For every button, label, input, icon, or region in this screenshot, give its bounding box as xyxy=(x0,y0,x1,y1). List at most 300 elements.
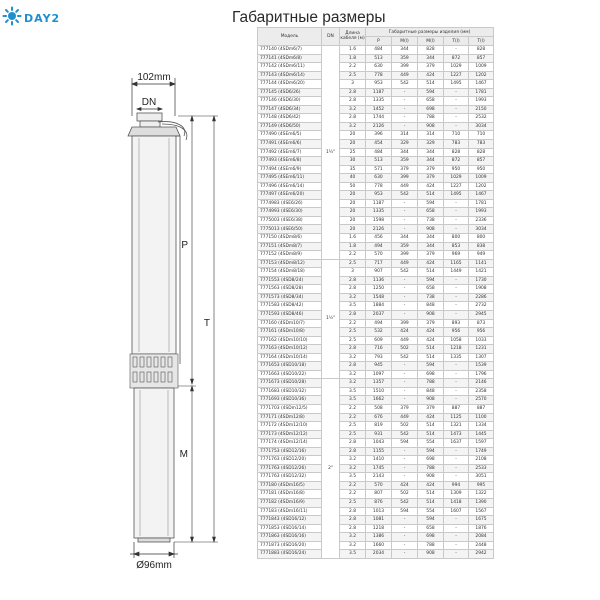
value-cell: - xyxy=(392,208,418,217)
table-row xyxy=(258,541,494,550)
value-cell: 1309 xyxy=(444,490,469,499)
value-cell: 2732 xyxy=(469,302,494,311)
value-cell: 788 xyxy=(418,379,444,388)
value-cell: 857 xyxy=(469,157,494,166)
table-row xyxy=(258,157,494,166)
value-cell: 630 xyxy=(366,63,392,72)
value-cell: 484 xyxy=(366,46,392,55)
value-cell: 20 xyxy=(340,216,366,225)
value-cell: 1322 xyxy=(469,490,494,499)
value-cell: 20 xyxy=(340,225,366,234)
value-cell: 1.8 xyxy=(340,54,366,63)
value-cell: 853 xyxy=(444,242,469,251)
value-cell: 3.2 xyxy=(340,379,366,388)
value-cell: - xyxy=(392,362,418,371)
height-dimensions xyxy=(174,116,218,542)
value-cell: 514 xyxy=(418,422,444,431)
value-cell: 314 xyxy=(418,131,444,140)
value-cell: 800 xyxy=(444,234,469,243)
model-cell: 777148 (4SD6/42) xyxy=(258,114,322,123)
value-cell: 2.8 xyxy=(340,439,366,448)
value-cell: 738 xyxy=(418,216,444,225)
value-cell: 594 xyxy=(418,199,444,208)
value-cell: 399 xyxy=(392,319,418,328)
value-cell: 2533 xyxy=(469,464,494,473)
value-cell: 872 xyxy=(444,157,469,166)
value-cell: 1660 xyxy=(366,541,392,550)
value-cell: 2150 xyxy=(469,105,494,114)
table-row xyxy=(258,370,494,379)
model-cell: 7771673 (4SD10/28) xyxy=(258,379,322,388)
value-cell: 2.2 xyxy=(340,490,366,499)
value-cell: 1136 xyxy=(366,276,392,285)
model-cell: 7771843 (4SD16/12) xyxy=(258,516,322,525)
value-cell: 449 xyxy=(392,182,418,191)
value-cell: - xyxy=(444,216,469,225)
value-cell: 344 xyxy=(392,148,418,157)
value-cell: 710 xyxy=(444,131,469,140)
value-cell: 344 xyxy=(392,46,418,55)
table-row xyxy=(258,225,494,234)
value-cell: 1796 xyxy=(469,370,494,379)
value-cell: 1908 xyxy=(469,285,494,294)
table-row xyxy=(258,498,494,507)
table-row xyxy=(258,285,494,294)
value-cell: 494 xyxy=(366,319,392,328)
value-cell: 542 xyxy=(392,430,418,439)
value-cell: 1452 xyxy=(366,105,392,114)
model-cell: 777491 (4SEm6/6) xyxy=(258,140,322,149)
model-cell: 777152 (4SDm8/9) xyxy=(258,251,322,260)
value-cell: 542 xyxy=(392,191,418,200)
value-cell: 953 xyxy=(366,80,392,89)
value-cell: 502 xyxy=(392,422,418,431)
table-row xyxy=(258,242,494,251)
header-dimensions: Габаритные размеры изделия (мм) xyxy=(366,28,494,37)
value-cell: 3034 xyxy=(469,225,494,234)
value-cell: 424 xyxy=(418,336,444,345)
value-cell: 1081 xyxy=(366,516,392,525)
value-cell: 424 xyxy=(418,259,444,268)
logo-mark-icon xyxy=(2,6,22,26)
model-cell: 777163 (4SDm10/12) xyxy=(258,345,322,354)
value-cell: - xyxy=(444,516,469,525)
value-cell: 788 xyxy=(418,114,444,123)
value-cell: - xyxy=(444,473,469,482)
m-dimension-label: M xyxy=(179,449,188,460)
table-row xyxy=(258,413,494,422)
value-cell: - xyxy=(444,310,469,319)
value-cell: 1009 xyxy=(469,174,494,183)
model-cell: 777497 (4SEm6/20) xyxy=(258,191,322,200)
value-cell: 738 xyxy=(418,293,444,302)
value-cell: 379 xyxy=(392,165,418,174)
value-cell: 594 xyxy=(392,439,418,448)
value-cell: 710 xyxy=(469,131,494,140)
value-cell: 344 xyxy=(418,148,444,157)
value-cell: - xyxy=(392,396,418,405)
value-cell: 995 xyxy=(469,481,494,490)
value-cell: 908 xyxy=(418,310,444,319)
value-cell: 2.8 xyxy=(340,285,366,294)
table-row xyxy=(258,208,494,217)
model-cell: 7771683 (4SD10/32) xyxy=(258,387,322,396)
value-cell: 1218 xyxy=(444,345,469,354)
value-cell: 778 xyxy=(366,71,392,80)
value-cell: 379 xyxy=(418,319,444,328)
value-cell: 532 xyxy=(366,328,392,337)
value-cell: 3.5 xyxy=(340,387,366,396)
value-cell: - xyxy=(392,276,418,285)
value-cell: 40 xyxy=(340,174,366,183)
value-cell: 449 xyxy=(392,336,418,345)
value-cell: 630 xyxy=(366,174,392,183)
value-cell: 359 xyxy=(392,54,418,63)
model-cell: 7771593 (4SD8/46) xyxy=(258,310,322,319)
model-cell: 777147 (4SD6/34) xyxy=(258,105,322,114)
value-cell: 807 xyxy=(366,490,392,499)
value-cell: 3.2 xyxy=(340,105,366,114)
value-cell: 594 xyxy=(418,516,444,525)
value-cell: 449 xyxy=(392,71,418,80)
value-cell: 2.2 xyxy=(340,404,366,413)
value-cell: 658 xyxy=(418,524,444,533)
value-cell: 1013 xyxy=(366,507,392,516)
value-cell: - xyxy=(392,447,418,456)
value-cell: 594 xyxy=(392,507,418,516)
value-cell: - xyxy=(392,516,418,525)
table-row xyxy=(258,490,494,499)
model-cell: 7771703 (4SDm12/5) xyxy=(258,404,322,413)
table-row xyxy=(258,276,494,285)
model-cell: 7771873 (4SD16/20) xyxy=(258,541,322,550)
value-cell: - xyxy=(392,370,418,379)
value-cell: 3.5 xyxy=(340,396,366,405)
value-cell: 838 xyxy=(469,242,494,251)
value-cell: - xyxy=(444,105,469,114)
value-cell: 1058 xyxy=(444,336,469,345)
value-cell: 788 xyxy=(418,541,444,550)
value-cell: 379 xyxy=(418,174,444,183)
value-cell: 1884 xyxy=(366,302,392,311)
table-row xyxy=(258,259,494,268)
value-cell: 2336 xyxy=(469,216,494,225)
value-cell: 35 xyxy=(340,165,366,174)
value-cell: 508 xyxy=(366,404,392,413)
value-cell: 3.2 xyxy=(340,122,366,131)
value-cell: 828 xyxy=(444,148,469,157)
value-cell: 1125 xyxy=(444,413,469,422)
value-cell: 1227 xyxy=(444,71,469,80)
dimensions-table-wrapper xyxy=(257,27,493,559)
value-cell: - xyxy=(444,524,469,533)
table-row xyxy=(258,54,494,63)
value-cell: 513 xyxy=(366,54,392,63)
value-cell: - xyxy=(444,379,469,388)
value-cell: 1662 xyxy=(366,396,392,405)
value-cell: 1744 xyxy=(366,114,392,123)
value-cell: 20 xyxy=(340,199,366,208)
value-cell: 3.5 xyxy=(340,302,366,311)
value-cell: 2.2 xyxy=(340,251,366,260)
value-cell: 513 xyxy=(366,157,392,166)
header-m: M(l) xyxy=(392,37,418,46)
model-cell: 7771753 (4SD12/16) xyxy=(258,447,322,456)
value-cell: 1495 xyxy=(444,80,469,89)
table-row xyxy=(258,336,494,345)
value-cell: 379 xyxy=(418,63,444,72)
value-cell: 514 xyxy=(418,498,444,507)
value-cell: 484 xyxy=(366,148,392,157)
value-cell: 950 xyxy=(469,165,494,174)
value-cell: - xyxy=(392,199,418,208)
value-cell: 379 xyxy=(418,165,444,174)
value-cell: 2.5 xyxy=(340,259,366,268)
value-cell: 778 xyxy=(366,182,392,191)
p-dimension-label: P xyxy=(181,240,188,251)
value-cell: 2532 xyxy=(469,114,494,123)
value-cell: 570 xyxy=(366,481,392,490)
value-cell: 609 xyxy=(366,336,392,345)
value-cell: 1390 xyxy=(469,498,494,507)
model-cell: 777162 (4SDm10/10) xyxy=(258,336,322,345)
table-row xyxy=(258,199,494,208)
model-cell: 777174 (4SDm12/14) xyxy=(258,439,322,448)
value-cell: 20 xyxy=(340,131,366,140)
table-row xyxy=(258,80,494,89)
value-cell: 2084 xyxy=(469,533,494,542)
value-cell: 514 xyxy=(418,80,444,89)
value-cell: 1250 xyxy=(366,285,392,294)
table-row xyxy=(258,464,494,473)
value-cell: 2143 xyxy=(366,473,392,482)
value-cell: 1467 xyxy=(469,80,494,89)
value-cell: 658 xyxy=(418,97,444,106)
value-cell: 2.8 xyxy=(340,362,366,371)
value-cell: 2.8 xyxy=(340,97,366,106)
t-dimension-label: T xyxy=(203,318,210,329)
table-row xyxy=(258,251,494,260)
header-model: Модель xyxy=(258,28,322,46)
value-cell: 2.5 xyxy=(340,71,366,80)
value-cell: 2.5 xyxy=(340,498,366,507)
value-cell: 969 xyxy=(444,251,469,260)
value-cell: 359 xyxy=(392,242,418,251)
value-cell: - xyxy=(444,114,469,123)
value-cell: 783 xyxy=(444,140,469,149)
value-cell: 1307 xyxy=(469,353,494,362)
value-cell: 3.2 xyxy=(340,293,366,302)
table-row xyxy=(258,268,494,277)
value-cell: - xyxy=(444,293,469,302)
value-cell: 873 xyxy=(469,319,494,328)
header-p: P xyxy=(366,37,392,46)
table-row xyxy=(258,319,494,328)
value-cell: 887 xyxy=(469,404,494,413)
value-cell: - xyxy=(444,370,469,379)
table-row xyxy=(258,481,494,490)
value-cell: 1876 xyxy=(469,524,494,533)
value-cell: 542 xyxy=(392,80,418,89)
value-cell: 396 xyxy=(366,131,392,140)
value-cell: 399 xyxy=(392,63,418,72)
value-cell: - xyxy=(392,524,418,533)
value-cell: 2942 xyxy=(469,550,494,559)
value-cell: 514 xyxy=(418,268,444,277)
value-cell: 1993 xyxy=(469,97,494,106)
value-cell: 848 xyxy=(418,387,444,396)
value-cell: 1202 xyxy=(469,182,494,191)
value-cell: 953 xyxy=(366,191,392,200)
model-cell: 777182 (4SDm16/9) xyxy=(258,498,322,507)
table-row xyxy=(258,122,494,131)
value-cell: 542 xyxy=(392,268,418,277)
value-cell: - xyxy=(392,533,418,542)
value-cell: 424 xyxy=(418,182,444,191)
value-cell: 379 xyxy=(418,404,444,413)
model-cell: 777153 (4SDm8/12) xyxy=(258,259,322,268)
value-cell: 3034 xyxy=(469,122,494,131)
model-cell: 777494 (4SEm6/9) xyxy=(258,165,322,174)
model-cell: 7771653 (4SD10/18) xyxy=(258,362,322,371)
value-cell: 819 xyxy=(366,422,392,431)
value-cell: 3051 xyxy=(469,473,494,482)
pump-motor xyxy=(134,388,174,542)
model-cell: 7771573 (4SD8/34) xyxy=(258,293,322,302)
value-cell: 2.8 xyxy=(340,345,366,354)
value-cell: 872 xyxy=(444,54,469,63)
value-cell: 950 xyxy=(444,165,469,174)
value-cell: 1597 xyxy=(469,439,494,448)
table-row xyxy=(258,105,494,114)
value-cell: 344 xyxy=(418,242,444,251)
value-cell: 1745 xyxy=(366,464,392,473)
value-cell: 783 xyxy=(469,140,494,149)
value-cell: 594 xyxy=(418,88,444,97)
value-cell: - xyxy=(392,302,418,311)
value-cell: - xyxy=(444,387,469,396)
table-row xyxy=(258,140,494,149)
header-m2: M(l) xyxy=(418,37,444,46)
value-cell: 314 xyxy=(392,131,418,140)
value-cell: 1218 xyxy=(366,524,392,533)
value-cell: 424 xyxy=(418,481,444,490)
value-cell: 344 xyxy=(418,157,444,166)
value-cell: 554 xyxy=(418,439,444,448)
value-cell: 698 xyxy=(418,456,444,465)
table-row xyxy=(258,328,494,337)
value-cell: 571 xyxy=(366,165,392,174)
value-cell: 570 xyxy=(366,251,392,260)
value-cell: - xyxy=(444,208,469,217)
value-cell: 2.8 xyxy=(340,524,366,533)
table-row xyxy=(258,97,494,106)
table-row xyxy=(258,148,494,157)
value-cell: 2.8 xyxy=(340,276,366,285)
dn-group-cell: 2" xyxy=(322,379,340,558)
value-cell: - xyxy=(392,88,418,97)
value-cell: - xyxy=(444,88,469,97)
model-cell: 777140 (4SDm6/7) xyxy=(258,46,322,55)
table-row xyxy=(258,345,494,354)
table-row xyxy=(258,456,494,465)
value-cell: 2126 xyxy=(366,225,392,234)
model-cell: 7771563 (4SD8/28) xyxy=(258,285,322,294)
value-cell: 30 xyxy=(340,157,366,166)
value-cell: 931 xyxy=(366,430,392,439)
value-cell: 1.8 xyxy=(340,242,366,251)
value-cell: 3.2 xyxy=(340,533,366,542)
value-cell: 1357 xyxy=(366,379,392,388)
value-cell: 828 xyxy=(418,46,444,55)
value-cell: 3 xyxy=(340,268,366,277)
value-cell: 359 xyxy=(392,157,418,166)
value-cell: 20 xyxy=(340,140,366,149)
value-cell: 1567 xyxy=(469,507,494,516)
value-cell: 698 xyxy=(418,533,444,542)
value-cell: 1637 xyxy=(444,439,469,448)
value-cell: 828 xyxy=(469,46,494,55)
table-row xyxy=(258,234,494,243)
value-cell: 514 xyxy=(418,191,444,200)
value-cell: 658 xyxy=(418,285,444,294)
value-cell: 1029 xyxy=(444,174,469,183)
value-cell: 424 xyxy=(418,328,444,337)
value-cell: 554 xyxy=(418,507,444,516)
value-cell: - xyxy=(392,216,418,225)
value-cell: 379 xyxy=(392,404,418,413)
value-cell: 956 xyxy=(444,328,469,337)
value-cell: 2037 xyxy=(366,310,392,319)
value-cell: - xyxy=(392,225,418,234)
value-cell: 3.2 xyxy=(340,541,366,550)
model-cell: 777493 (4SEm6/8) xyxy=(258,157,322,166)
value-cell: 379 xyxy=(418,251,444,260)
value-cell: 2945 xyxy=(469,310,494,319)
value-cell: - xyxy=(392,541,418,550)
model-cell: 777161 (4SDm10/8) xyxy=(258,328,322,337)
value-cell: - xyxy=(392,97,418,106)
value-cell: 2.8 xyxy=(340,88,366,97)
value-cell: 716 xyxy=(366,345,392,354)
value-cell: 848 xyxy=(418,302,444,311)
model-cell: 777173 (4SDm12/12) xyxy=(258,430,322,439)
value-cell: 1009 xyxy=(469,63,494,72)
value-cell: 2358 xyxy=(469,387,494,396)
value-cell: 2.8 xyxy=(340,516,366,525)
model-cell: 7771863 (4SD16/16) xyxy=(258,533,322,542)
value-cell: 1749 xyxy=(469,447,494,456)
value-cell: 2146 xyxy=(469,379,494,388)
value-cell: 2.2 xyxy=(340,319,366,328)
table-row xyxy=(258,362,494,371)
table-row xyxy=(258,422,494,431)
value-cell: 1335 xyxy=(366,97,392,106)
value-cell: 2570 xyxy=(469,396,494,405)
value-cell: 456 xyxy=(366,234,392,243)
value-cell: 1539 xyxy=(469,362,494,371)
value-cell: 594 xyxy=(418,276,444,285)
value-cell: 2.5 xyxy=(340,430,366,439)
value-cell: 956 xyxy=(469,328,494,337)
table-row xyxy=(258,114,494,123)
model-cell: 777160 (4SDm10/7) xyxy=(258,319,322,328)
model-cell: 777154 (4SDm8/18) xyxy=(258,268,322,277)
model-cell: 777145 (4SD6/26) xyxy=(258,88,322,97)
value-cell: - xyxy=(392,550,418,559)
model-cell: 7771853 (4SD16/14) xyxy=(258,524,322,533)
value-cell: - xyxy=(444,447,469,456)
